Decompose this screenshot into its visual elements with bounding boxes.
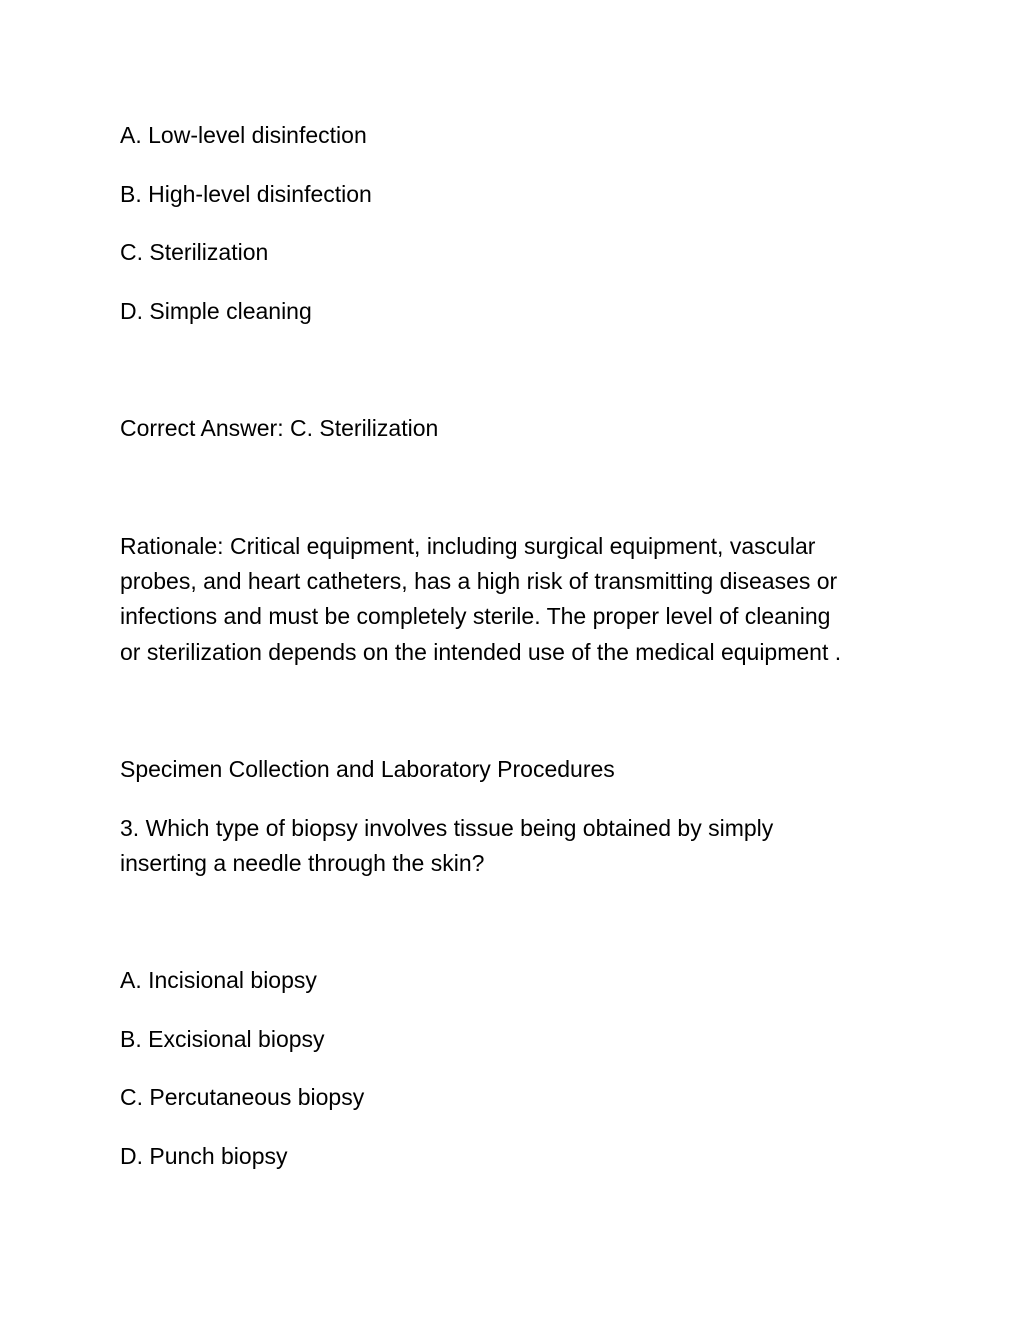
question-line: 3. Which type of biopsy involves tissue being obtained by simply [120,815,774,841]
question-line: inserting a needle through the skin? [120,850,485,876]
q3-option-b: B. Excisional biopsy [120,1026,325,1052]
rationale-line: probes, and heart catheters, has a high risk of transmitting diseases or [120,568,838,594]
rationale-line: or sterilization depends on the intended use of the medical equipment . [120,639,842,665]
correct-answer: Correct Answer: C. Sterilization [120,415,439,441]
q2-option-b: B. High-level disinfection [120,181,372,207]
rationale-line: infections and must be completely sterile. The proper level of cleaning [120,603,831,629]
q2-option-c: C. Sterilization [120,239,269,265]
q2-option-a: A. Low-level disinfection [120,122,367,148]
section-heading: Specimen Collection and Laboratory Procedures [120,756,615,782]
q3-option-c: C. Percutaneous biopsy [120,1084,365,1110]
q3-option-d: D. Punch biopsy [120,1143,288,1169]
rationale-line: Rationale: Critical equipment, including surgical equipment, vascular [120,533,816,559]
q3-option-a: A. Incisional biopsy [120,967,317,993]
q2-option-d: D. Simple cleaning [120,298,312,324]
